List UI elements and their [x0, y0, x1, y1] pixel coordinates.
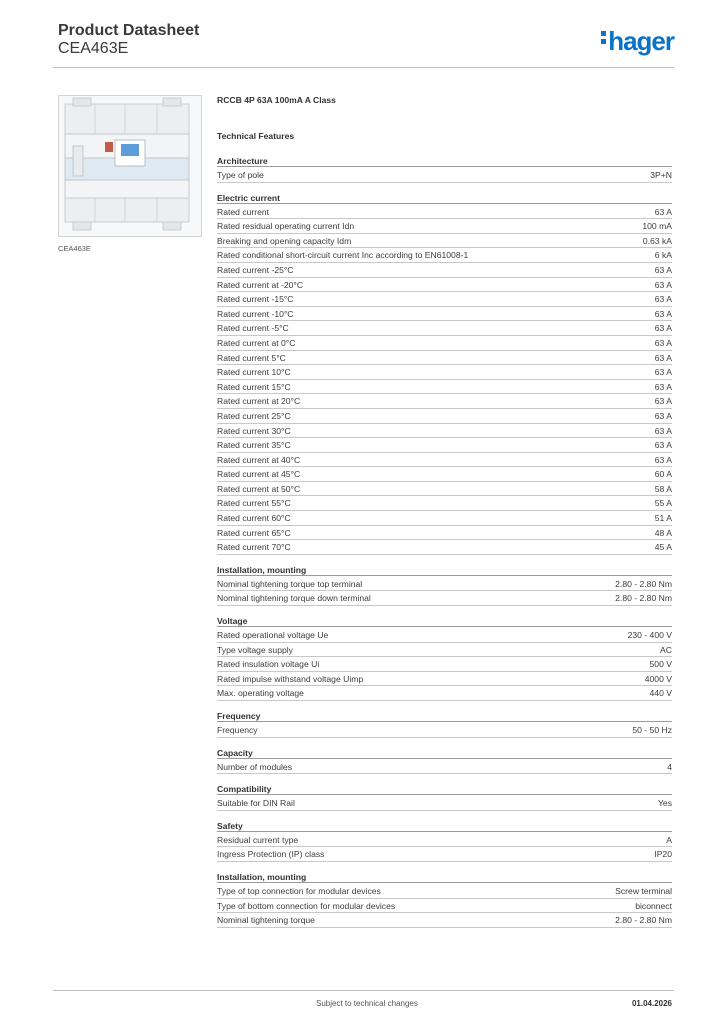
- spec-row: [217, 248, 672, 263]
- spec-label: Rated current 10°C: [217, 367, 291, 378]
- spec-label: Rated residual operating current Idn: [217, 221, 355, 232]
- section-title: Capacity: [217, 747, 672, 759]
- spec-value: 63 A: [654, 352, 672, 363]
- spec-value: 60 A: [654, 469, 672, 480]
- spec-row: [217, 884, 672, 899]
- spec-label: Rated current at -20°C: [217, 279, 304, 290]
- spec-section: [217, 783, 672, 811]
- spec-label: Rated current at 50°C: [217, 483, 301, 494]
- spec-label: Rated current at 40°C: [217, 454, 301, 465]
- spec-label: Type of bottom connection for modular devices: [217, 900, 396, 911]
- spec-value: 50 - 50 Hz: [632, 725, 672, 735]
- spec-value: 51 A: [654, 513, 672, 524]
- section-title: Installation, mounting: [217, 564, 672, 576]
- spec-section: [217, 155, 672, 183]
- product-image: [58, 95, 202, 237]
- spec-label: Max. operating voltage: [217, 688, 304, 699]
- spec-value: 63 A: [654, 323, 672, 334]
- spec-label: Rated current 30°C: [217, 425, 291, 436]
- section-title: Compatibility: [217, 783, 672, 795]
- spec-row: [217, 219, 672, 234]
- document-title: Product Datasheet: [58, 22, 200, 39]
- spec-row: [217, 205, 672, 220]
- spec-section: [217, 747, 672, 775]
- spec-row: [217, 482, 672, 497]
- spec-label: Rated current: [217, 206, 270, 217]
- features-heading: Technical Features: [217, 131, 295, 141]
- spec-row: [217, 292, 672, 307]
- spec-label: Rated current 70°C: [217, 542, 291, 553]
- spec-value: 55 A: [654, 498, 672, 509]
- spec-row: [217, 657, 672, 672]
- spec-label: Rated current -5°C: [217, 323, 289, 334]
- spec-label: Rated current 15°C: [217, 381, 291, 392]
- spec-label: Rated current -15°C: [217, 294, 294, 305]
- spec-value: Screw terminal: [615, 885, 672, 896]
- logo-dots-icon: [601, 31, 607, 47]
- spec-row: [217, 321, 672, 336]
- spec-value: 440 V: [649, 688, 672, 699]
- spec-label: Rated current -25°C: [217, 264, 294, 275]
- spec-label: Residual current type: [217, 834, 299, 845]
- spec-value: 63 A: [654, 264, 672, 275]
- section-title: Architecture: [217, 155, 672, 167]
- spec-label: Rated current 65°C: [217, 527, 291, 538]
- spec-value: 58 A: [654, 483, 672, 494]
- spec-value: 6 kA: [654, 250, 672, 261]
- image-caption: CEA463E: [58, 244, 91, 253]
- spec-value: 63 A: [654, 294, 672, 305]
- spec-value: IP20: [654, 849, 672, 860]
- document-header: [58, 22, 199, 58]
- spec-value: 63 A: [654, 308, 672, 319]
- spec-label: Nominal tightening torque: [217, 915, 315, 926]
- spec-label: Breaking and opening capacity Idm: [217, 235, 352, 246]
- spec-value: 2.80 - 2.80 Nm: [615, 578, 672, 589]
- spec-label: Type of top connection for modular devices: [217, 885, 381, 896]
- spec-row: [217, 234, 672, 249]
- spec-label: Rated current at 45°C: [217, 469, 301, 480]
- header-divider: [53, 67, 674, 68]
- spec-value: 500 V: [649, 659, 672, 670]
- footer-divider: [53, 990, 674, 991]
- spec-label: Rated current at 20°C: [217, 396, 301, 407]
- footer-date: 01.04.2026: [631, 999, 672, 1008]
- spec-row: [217, 847, 672, 862]
- spec-value: 4: [667, 761, 672, 772]
- spec-row: [217, 409, 672, 424]
- spec-value: AC: [660, 644, 672, 655]
- spec-label: Rated current 60°C: [217, 513, 291, 524]
- section-title: Safety: [217, 820, 672, 832]
- technical-content: [217, 94, 672, 937]
- footer-note: Subject to technical changes: [316, 999, 418, 1008]
- section-title: Voltage: [217, 615, 672, 627]
- spec-value: 63 A: [654, 410, 672, 421]
- spec-value: 4000 V: [644, 673, 672, 684]
- spec-label: Nominal tightening torque top terminal: [217, 578, 363, 589]
- spec-sections: [217, 155, 672, 928]
- spec-value: 3P+N: [650, 170, 672, 180]
- spec-section: [217, 615, 672, 701]
- spec-label: Ingress Protection (IP) class: [217, 849, 325, 860]
- spec-value: 63 A: [654, 396, 672, 407]
- spec-label: Rated insulation voltage Ui: [217, 659, 320, 670]
- product-code: CEA463E: [58, 40, 129, 57]
- spec-section: [217, 710, 672, 738]
- spec-value: 63 A: [654, 206, 672, 217]
- spec-value: A: [666, 834, 672, 845]
- hager-logo: [601, 26, 674, 56]
- spec-row: [217, 496, 672, 511]
- spec-row: [217, 424, 672, 439]
- section-title: Frequency: [217, 710, 672, 722]
- section-title: Installation, mounting: [217, 871, 672, 883]
- spec-value: 48 A: [654, 527, 672, 538]
- spec-label: Suitable for DIN Rail: [217, 798, 295, 809]
- spec-section: [217, 564, 672, 606]
- spec-label: Frequency: [217, 725, 258, 735]
- spec-label: Type voltage supply: [217, 644, 293, 655]
- spec-value: 63 A: [654, 440, 672, 451]
- logo-text: hager: [608, 26, 674, 56]
- spec-row: [217, 467, 672, 482]
- spec-row: [217, 365, 672, 380]
- spec-row: [217, 833, 672, 848]
- spec-row: [217, 628, 672, 643]
- spec-label: Rated operational voltage Ue: [217, 630, 329, 641]
- spec-value: 63 A: [654, 367, 672, 378]
- spec-row: [217, 899, 672, 914]
- spec-row: [217, 307, 672, 322]
- spec-value: Yes: [657, 798, 672, 809]
- spec-label: Rated conditional short-circuit current Inc according to EN61008-1: [217, 250, 469, 261]
- spec-row: [217, 453, 672, 468]
- spec-value: 230 - 400 V: [627, 630, 672, 641]
- spec-row: [217, 672, 672, 687]
- spec-row: [217, 796, 672, 811]
- product-name: RCCB 4P 63A 100mA A Class: [217, 95, 336, 105]
- spec-label: Rated current 55°C: [217, 498, 291, 509]
- spec-value: 63 A: [654, 337, 672, 348]
- section-title: Electric current: [217, 192, 672, 204]
- spec-label: Rated current 35°C: [217, 440, 291, 451]
- rccb-device-icon: [59, 96, 201, 236]
- spec-label: Rated current at 0°C: [217, 337, 296, 348]
- spec-value: 63 A: [654, 454, 672, 465]
- spec-row: [217, 168, 672, 183]
- spec-value: 2.80 - 2.80 Nm: [615, 593, 672, 604]
- spec-value: 2.80 - 2.80 Nm: [615, 915, 672, 926]
- spec-label: Rated current -10°C: [217, 308, 294, 319]
- spec-value: biconnect: [635, 900, 672, 911]
- spec-label: Type of pole: [217, 170, 264, 180]
- spec-row: [217, 760, 672, 775]
- spec-section: [217, 192, 672, 555]
- spec-row: [217, 643, 672, 658]
- spec-section: [217, 820, 672, 862]
- spec-row: [217, 263, 672, 278]
- spec-row: [217, 336, 672, 351]
- spec-value: 63 A: [654, 279, 672, 290]
- spec-row: [217, 511, 672, 526]
- spec-value: 63 A: [654, 425, 672, 436]
- spec-row: [217, 278, 672, 293]
- spec-label: Number of modules: [217, 761, 292, 772]
- spec-value: 100 mA: [642, 221, 672, 232]
- spec-label: Rated impulse withstand voltage Uimp: [217, 673, 364, 684]
- spec-value: 63 A: [654, 381, 672, 392]
- spec-row: [217, 380, 672, 395]
- spec-value: 0.63 kA: [642, 235, 672, 246]
- spec-label: Rated current 25°C: [217, 410, 291, 421]
- spec-row: [217, 686, 672, 701]
- spec-row: [217, 577, 672, 592]
- spec-row: [217, 438, 672, 453]
- spec-row: [217, 526, 672, 541]
- spec-label: Rated current 5°C: [217, 352, 286, 363]
- spec-row: [217, 351, 672, 366]
- spec-row: [217, 540, 672, 555]
- spec-row: [217, 723, 672, 738]
- spec-row: [217, 591, 672, 606]
- spec-label: Nominal tightening torque down terminal: [217, 593, 371, 604]
- spec-section: [217, 871, 672, 928]
- spec-row: [217, 913, 672, 928]
- spec-row: [217, 394, 672, 409]
- spec-value: 45 A: [654, 542, 672, 553]
